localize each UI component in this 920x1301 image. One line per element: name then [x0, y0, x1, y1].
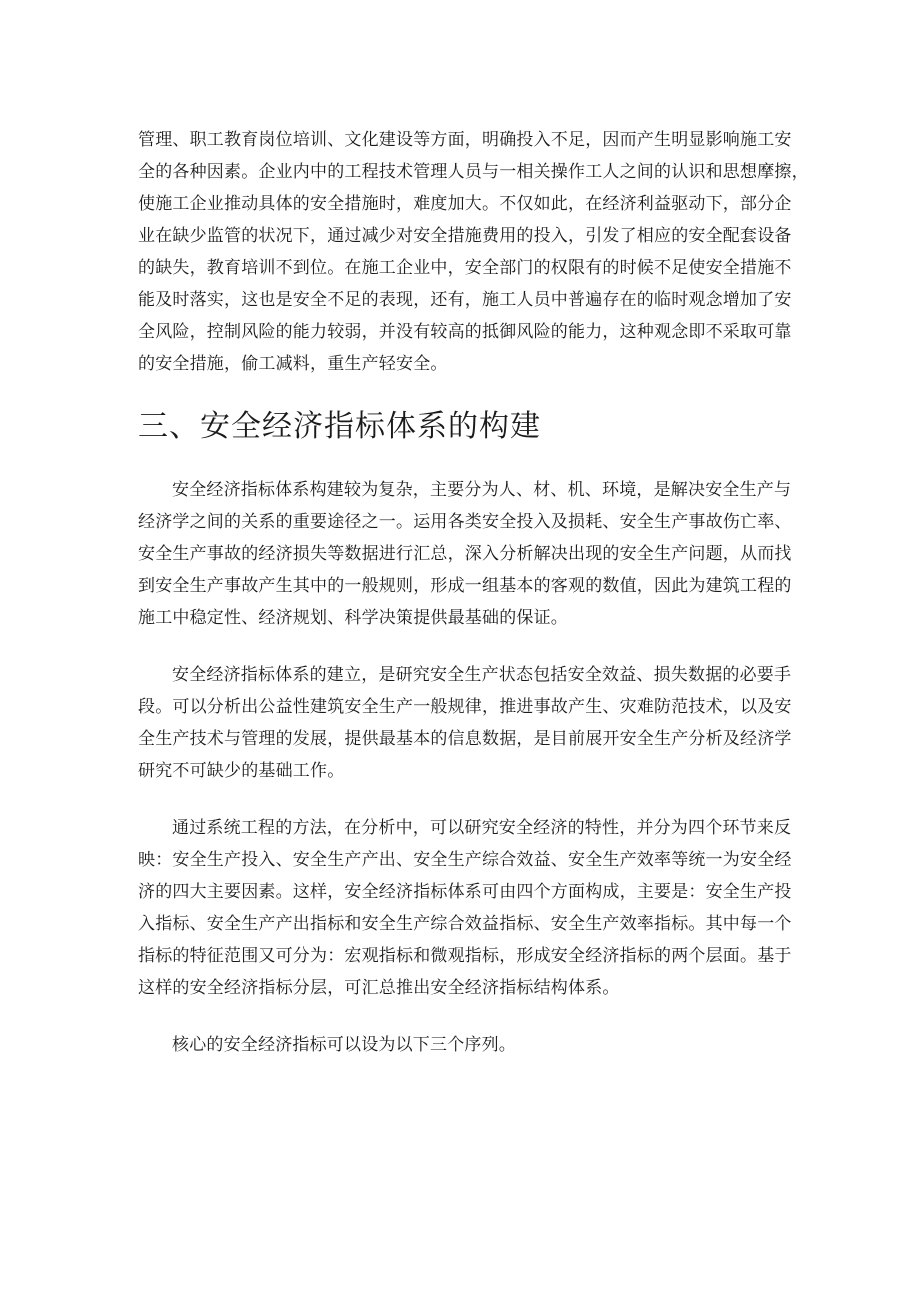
paragraph-continuation	[138, 124, 809, 380]
text-line: 全的各种因素。企业内中的工程技术管理人员与一相关操作工人之间的认识和思想摩擦，	[138, 162, 809, 182]
text-line: 管理、职工教育岗位培训、文化建设等方面，明确投入不足，因而产生明显影响施工安	[138, 130, 792, 150]
text-line: 到安全生产事故产生其中的一般规则，形成一组基本的客观的数值，因此为建筑工程的	[138, 576, 792, 596]
text-line: 入指标、安全生产产出指标和安全生产综合效益指标、安全生产效率指标。其中每一个	[138, 914, 792, 934]
text-line: 济的四大主要因素。这样，安全经济指标体系可由四个方面构成，主要是：安全生产投	[138, 882, 792, 902]
text-line: 的安全措施，偷工减料，重生产轻安全。	[138, 354, 448, 374]
text-line: 研究不可缺少的基础工作。	[138, 761, 345, 781]
text-line: 这样的安全经济指标分层，可汇总推出安全经济指标结构体系。	[138, 978, 620, 998]
text-line: 经济学之间的关系的重要途径之一。运用各类安全投入及损耗、安全生产事故伤亡率、	[138, 512, 792, 532]
text-line: 映：安全生产投入、安全生产产出、安全生产综合效益、安全生产效率等统一为安全经	[138, 850, 792, 870]
text-line: 能及时落实，这也是安全不足的表现，还有，施工人员中普遍存在的临时观念增加了安	[138, 290, 792, 310]
text-line: 使施工企业推动具体的安全措施时，难度加大。不仅如此，在经济利益驱动下，部分企	[138, 194, 792, 214]
text-line: 指标的特征范围又可分为：宏观指标和微观指标，形成安全经济指标的两个层面。基于	[138, 946, 792, 966]
paragraph-indicator-construction	[138, 474, 792, 634]
text-line: 全生产技术与管理的发展，提供最基本的信息数据，是目前展开安全生产分析及经济学	[138, 729, 792, 749]
text-line: 段。可以分析出公益性建筑安全生产一般规律，推进事故产生、灾难防范技术，以及安	[138, 697, 792, 717]
text-line: 安全经济指标体系的建立，是研究安全生产状态包括安全效益、损失数据的必要手	[172, 665, 792, 685]
paragraph-systems-engineering	[138, 812, 792, 1004]
text-line: 安全经济指标体系构建较为复杂，主要分为人、材、机、环境，是解决安全生产与	[172, 480, 792, 500]
text-line: 业在缺少监管的状况下，通过减少对安全措施费用的投入，引发了相应的安全配套设备	[138, 226, 792, 246]
text-line: 的缺失，教育培训不到位。在施工企业中，安全部门的权限有的时候不足使安全措施不	[138, 258, 792, 278]
text-line: 通过系统工程的方法，在分析中，可以研究安全经济的特性，并分为四个环节来反	[172, 818, 792, 838]
text-line: 核心的安全经济指标可以设为以下三个序列。	[172, 1035, 516, 1055]
text-line: 全风险，控制风险的能力较弱，并没有较高的抵御风险的能力，这种观念即不采取可靠	[138, 322, 792, 342]
paragraph-core-indicators	[138, 1029, 782, 1061]
section-heading: 三、安全经济指标体系的构建	[138, 409, 541, 444]
paragraph-indicator-establishment	[138, 659, 792, 787]
text-line: 施工中稳定性、经济规划、科学决策提供最基础的保证。	[138, 608, 568, 628]
text-line: 安全生产事故的经济损失等数据进行汇总，深入分析解决出现的安全生产问题，从而找	[138, 544, 792, 564]
